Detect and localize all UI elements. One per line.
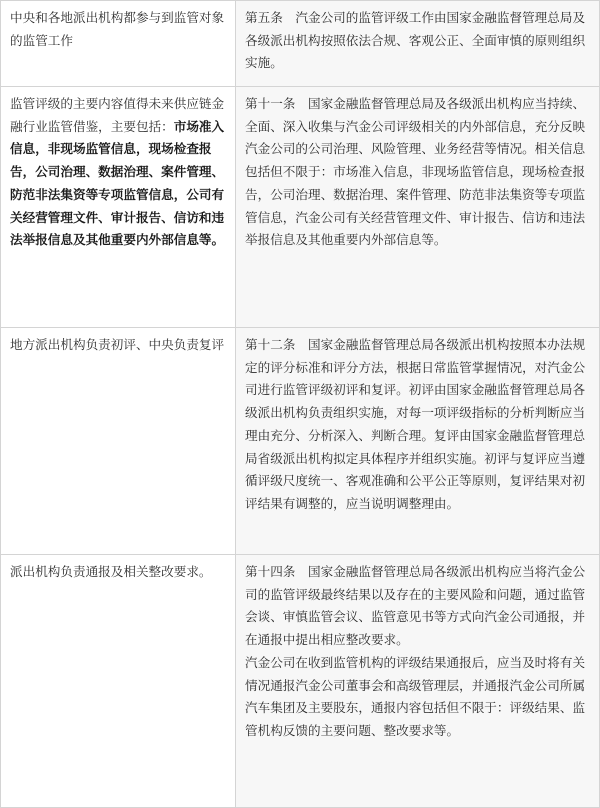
- summary-cell: [1, 1, 236, 87]
- article-text: 第十一条 国家金融监督管理总局及各级派出机构应当持续、全面、深入收集与汽金公司评级相关的内外部信息，充分反映汽金公司的公司治理、风险管理、业务经营等情况。相关信息包括但不限于：市场准入信息，非现场监管信息，现场检查报告，公司治理、数据治理、案件管理、防范非法集资等专项监管信息，汽金公司有关经营管理文件、审计报告、信访和违法举报信息及其他重要内外部信息等。: [245, 96, 586, 248]
- table-row: [1, 555, 600, 808]
- article-cell: [236, 1, 600, 87]
- table-row: [1, 1, 600, 87]
- article-text: 第五条 汽金公司的监管评级工作由国家金融监督管理总局及各级派出机构按照依法合规、客观公正、全面审慎的原则组织实施。: [245, 10, 586, 71]
- summary-text: 中央和各地派出机构都参与到监管对象的监管工作: [10, 10, 225, 48]
- article-paragraph: 第十四条 国家金融监督管理总局各级派出机构应当将汽金公司的监管评级最终结果以及存在的主要风险和问题，通过监管会谈、审慎监管会议、监管意见书等方式向汽金公司通报，并在通报中提出相应整改要求。: [245, 564, 586, 648]
- summary-cell: [1, 555, 236, 808]
- summary-text: 地方派出机构负责初评、中央负责复评: [10, 337, 225, 352]
- summary-bold-text: 市场准入信息，非现场监管信息，现场检查报告，公司治理、数据治理、案件管理、防范非法集资等专项监管信息，公司有关经营管理文件、审计报告、信访和违法举报信息及其他重要内外部信息等。: [10, 118, 225, 248]
- table-row: [1, 328, 600, 555]
- summary-cell: [1, 87, 236, 328]
- article-cell: [236, 87, 600, 328]
- article-cell: [236, 328, 600, 555]
- article-cell: [236, 555, 600, 808]
- article-paragraph: 汽金公司在收到监管机构的评级结果通报后，应当及时将有关情况通报汽金公司董事会和高级管理层，并通报汽金公司所属汽车集团及主要股东，通报内容包括但不限于：评级结果、监管机构反馈的主要问题、整改要求等。: [245, 654, 586, 738]
- table-row: [1, 87, 600, 328]
- summary-cell: [1, 328, 236, 555]
- article-text: 第十二条 国家金融监督管理总局各级派出机构按照本办法规定的评分标准和评分方法，根据日常监管掌握情况，对汽金公司进行监管评级初评和复评。初评由国家金融监督管理总局各级派出机构负责组织实施，对每一项评级指标的分析判断应当理由充分、分析深入、判断合理。复评由国家金融监督管理总局省级派出机构拟定具体程序并组织实施。初评与复评应当遵循评级尺度统一、客观准确和公平公正等原则，复评结果对初评结果有调整的，应当说明调整理由。: [245, 337, 586, 511]
- summary-intro-text: 监管评级的主要内容值得未来供应链金融行业监管借鉴，主要包括：: [10, 96, 225, 134]
- summary-text: 派出机构负责通报及相关整改要求。: [10, 564, 212, 579]
